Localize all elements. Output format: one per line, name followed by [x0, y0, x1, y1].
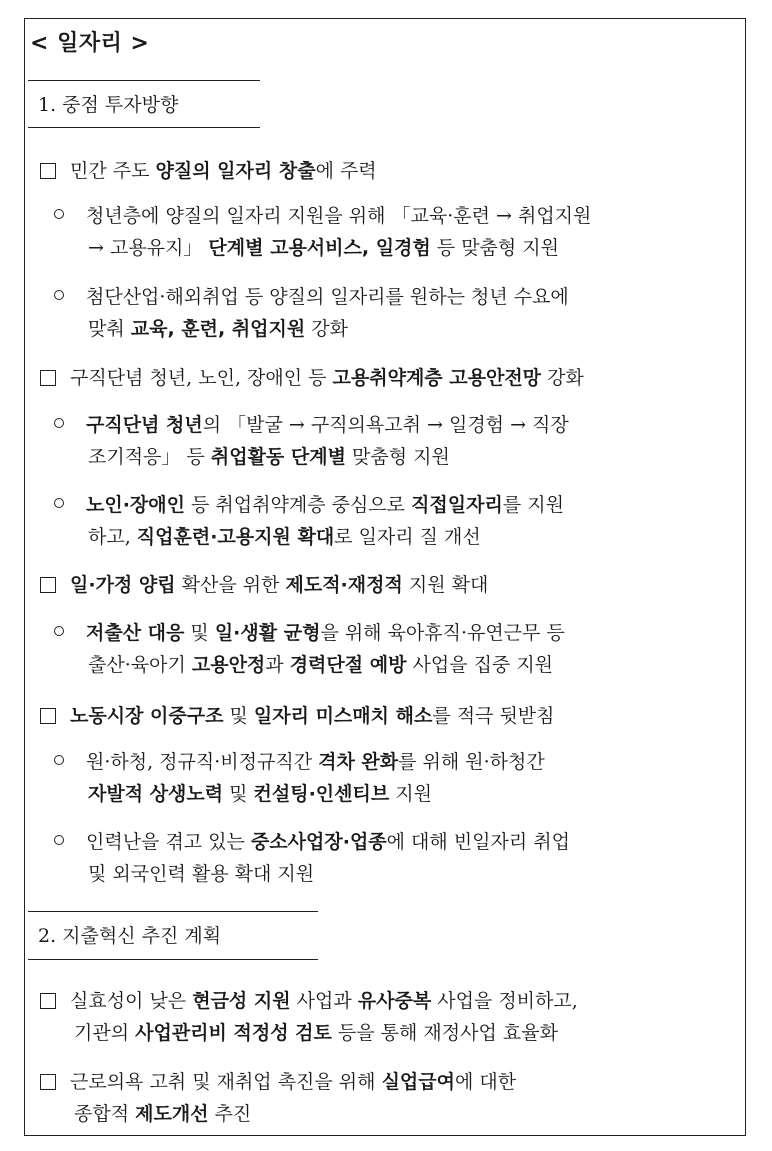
emphasis-text: 중소사업장·업종 — [250, 831, 387, 853]
body-text: 원·하청, 정규직·비정규직간 — [86, 751, 319, 773]
emphasis-text: 고용안정 — [191, 654, 266, 676]
bullet-item-continuation — [74, 1098, 251, 1130]
body-text: 실효성이 낮은 — [70, 990, 193, 1012]
body-text: 지원 확대 — [402, 574, 489, 596]
circle-bullet-icon — [54, 209, 64, 219]
sub-item-continuation — [88, 858, 314, 890]
body-text: 근로의욕 고취 및 재취업 촉진을 위해 — [70, 1071, 382, 1093]
bullet-item — [40, 700, 555, 732]
section-2-heading-text: 2. 지출혁신 추진 계획 — [38, 925, 222, 947]
square-bullet-icon — [40, 708, 56, 724]
sub-item-continuation — [88, 313, 348, 345]
body-text: 맞춤형 지원 — [345, 446, 450, 468]
heading-rule-top — [28, 911, 318, 912]
bullet-item — [40, 569, 488, 601]
circle-bullet-icon — [54, 835, 64, 845]
emphasis-text: 실업급여 — [381, 1071, 455, 1093]
emphasis-text: 격차 완화 — [318, 751, 399, 773]
bullet-item — [40, 1066, 516, 1098]
sub-item-continuation — [88, 521, 481, 553]
body-text: 및 — [223, 783, 254, 805]
body-text: 지원 — [389, 783, 432, 805]
heading-rule-bottom — [28, 959, 318, 960]
sub-item — [54, 617, 565, 649]
sub-item — [54, 409, 569, 441]
body-text: 의 「발굴 → 구직의욕고취 → 일경험 → 직장 — [202, 414, 569, 436]
emphasis-text: 구직단념 청년 — [86, 414, 203, 436]
circle-bullet-icon — [54, 755, 64, 765]
square-bullet-icon — [40, 370, 56, 386]
bullet-item — [40, 155, 377, 187]
body-text: 강화 — [305, 318, 348, 340]
circle-bullet-icon — [54, 290, 64, 300]
emphasis-text: 제도적·재정적 — [285, 574, 403, 596]
emphasis-text: 일·가정 양립 — [70, 574, 176, 596]
circle-bullet-icon — [54, 498, 64, 508]
circle-bullet-icon — [54, 626, 64, 636]
sub-item — [54, 746, 545, 778]
bullet-item — [40, 362, 584, 394]
body-text: 등 맞춤형 지원 — [430, 237, 560, 259]
square-bullet-icon — [40, 163, 56, 179]
emphasis-text: 취업활동 단계별 — [210, 446, 346, 468]
sub-item-continuation — [88, 441, 450, 473]
body-text: 종합적 — [74, 1103, 136, 1125]
emphasis-text: 일·생활 균형 — [214, 622, 321, 644]
body-text: 강화 — [541, 367, 584, 389]
body-text: 및 — [223, 705, 254, 727]
bullet-item — [40, 985, 578, 1017]
emphasis-text: 저출산 대응 — [86, 622, 185, 644]
emphasis-text: 고용취약계층 고용안전망 — [332, 367, 542, 389]
document-title: < 일자리 > — [30, 31, 150, 56]
body-text: 등 취업취약계층 중심으로 — [185, 494, 412, 516]
body-text: 추진 — [208, 1103, 252, 1125]
body-text: 첨단산업·해외취업 등 양질의 일자리를 원하는 청년 수요에 — [86, 286, 569, 308]
body-text: 조기적응」 등 — [88, 446, 211, 468]
section-1-heading-text: 1. 중점 투자방향 — [38, 94, 179, 116]
square-bullet-icon — [40, 577, 56, 593]
bullet-item-continuation — [74, 1017, 558, 1049]
body-text: 출산·육아기 — [88, 654, 192, 676]
body-text: 민간 주도 — [70, 160, 156, 182]
body-text: 및 외국인력 활용 확대 지원 — [88, 863, 315, 885]
body-text: 를 적극 뒷받침 — [432, 705, 555, 727]
sub-item — [54, 281, 569, 313]
square-bullet-icon — [40, 993, 56, 1009]
body-text: 과 — [265, 654, 290, 676]
body-text: 기관의 — [74, 1022, 136, 1044]
emphasis-text: 직접일자리 — [411, 494, 503, 516]
body-text: 하고, — [88, 526, 137, 548]
emphasis-text: 일자리 미스매치 해소 — [253, 705, 433, 727]
body-text: 맞춰 — [88, 318, 131, 340]
emphasis-text: 단계별 고용서비스, 일경험 — [208, 237, 431, 259]
emphasis-text: 제도개선 — [135, 1103, 209, 1125]
body-text: 를 위해 원·하청간 — [398, 751, 545, 773]
body-text: 구직단념 청년, 노인, 장애인 등 — [70, 367, 333, 389]
emphasis-text: 노동시장 이중구조 — [70, 705, 224, 727]
body-text: 확산을 위한 — [175, 574, 286, 596]
sub-item-continuation — [88, 778, 432, 810]
emphasis-text: 현금성 지원 — [192, 990, 291, 1012]
body-text: 및 — [184, 622, 215, 644]
body-text: 인력난을 겪고 있는 — [86, 831, 251, 853]
sub-item-continuation — [88, 649, 553, 681]
body-text: 등을 통해 재정사업 효율화 — [331, 1022, 558, 1044]
emphasis-text: 직업훈련·고용지원 확대 — [136, 526, 335, 548]
emphasis-text: 유사중복 — [357, 990, 432, 1012]
emphasis-text: 노인·장애인 — [86, 494, 185, 516]
body-text: 사업을 정비하고, — [431, 990, 578, 1012]
body-text: 사업을 집중 지원 — [406, 654, 554, 676]
emphasis-text: 컨설팅·인센티브 — [253, 783, 390, 805]
emphasis-text: 경력단절 예방 — [289, 654, 407, 676]
circle-bullet-icon — [54, 418, 64, 428]
body-text: 에 주력 — [315, 160, 377, 182]
heading-rule-bottom — [28, 127, 260, 128]
heading-rule-top — [28, 80, 260, 81]
body-text: 를 지원 — [502, 494, 564, 516]
body-text: 청년층에 양질의 일자리 지원을 위해 「교육·훈련 → 취업지원 — [86, 205, 592, 227]
emphasis-text: 사업관리비 적정성 검토 — [135, 1022, 332, 1044]
body-text: → 고용유지」 — [88, 237, 209, 259]
body-text: 에 대해 빈일자리 취업 — [386, 831, 570, 853]
sub-item — [54, 826, 570, 858]
body-text: 을 위해 육아휴직·유연근무 등 — [320, 622, 565, 644]
emphasis-text: 양질의 일자리 창출 — [155, 160, 316, 182]
body-text: 에 대한 — [454, 1071, 517, 1093]
body-text: 사업과 — [290, 990, 358, 1012]
square-bullet-icon — [40, 1074, 56, 1090]
emphasis-text: 자발적 상생노력 — [88, 783, 224, 805]
sub-item — [54, 200, 591, 232]
sub-item — [54, 489, 564, 521]
emphasis-text: 교육, 훈련, 취업지원 — [130, 318, 306, 340]
body-text: 로 일자리 질 개선 — [334, 526, 481, 548]
sub-item-continuation — [88, 232, 559, 264]
